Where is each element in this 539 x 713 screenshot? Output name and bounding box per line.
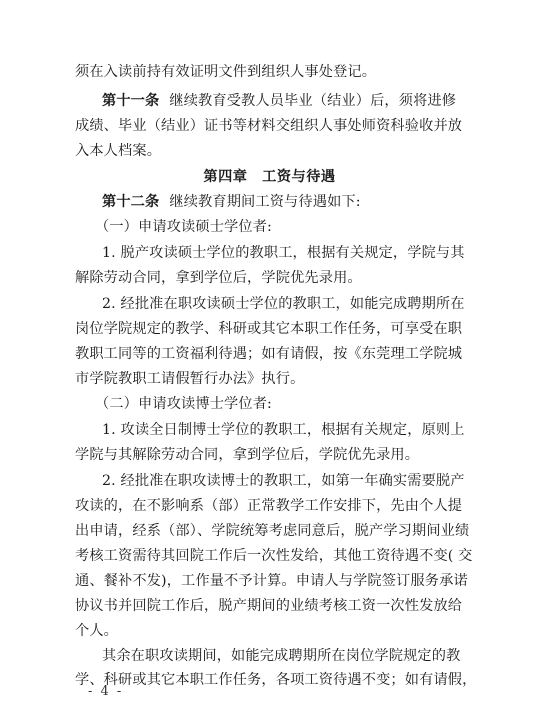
text-line: 出申请，经系（部）、学院统筹考虑同意后，脱产学习期间业绩 (75, 523, 470, 539)
text-line: 协议书并回院工作后，脱产期间的业绩考核工资一次性发放给 (75, 598, 463, 614)
text-line: 考核工资需待其回院工作后一次性发给，其他工资待遇不变( 交 (75, 548, 473, 564)
article-11-title: 第十一条 (102, 93, 160, 109)
text-line: 1. 攻读全日制博士学位的教职工，根据有关规定，原则上 (102, 422, 465, 438)
text-line: 通、餐补不发)，工作量不予计算。申请人与学院签订服务承诺 (75, 573, 468, 589)
page-number: - 4 - (88, 684, 124, 699)
text-line: 其余在职攻读期间，如能完成聘期所在岗位学院规定的教 (102, 648, 461, 664)
text-line: 岗位学院规定的教学、科研或其它本职工作任务，可享受在职 (75, 321, 463, 337)
text-line: 入本人档案。 (75, 143, 162, 159)
text-line: 须在入读前持有效证明文件到组织人事处登记。 (75, 64, 377, 80)
text-line: 2. 经批准在职攻读博士的教职工，如第一年确实需要脱产 (102, 473, 465, 489)
section-heading: （二）申请攻读博士学位者: (95, 396, 272, 412)
article-11-line-1 (102, 91, 502, 111)
text-line: 学、科研或其它本职工作任务，各项工资待遇不变；如有请假， (75, 672, 477, 688)
article-12-title: 第十二条 (102, 194, 160, 210)
text-line: 2. 经批准在职攻读硕士学位的教职工，如能完成聘期所在 (102, 296, 465, 312)
text-line: 个人。 (75, 623, 119, 639)
text-line: 攻读的，在不影响系（部）正常教学工作安排下，先由个人提 (75, 498, 463, 514)
article-12-text: 继续教育期间工资与待遇如下: (169, 194, 361, 210)
text-line: 解除劳动合同，拿到学位后，学院优先录用。 (75, 270, 362, 286)
section-heading: （一）申请攻读硕士学位者: (95, 219, 272, 235)
text-line: 市学院教职工请假暂行办法》执行。 (75, 371, 305, 387)
text-line: 1. 脱产攻读硕士学位的教职工，根据有关规定，学院与其 (102, 245, 465, 261)
article-12-line-1 (102, 192, 502, 212)
chapter-heading: 第四章 工资与待遇 (203, 169, 336, 185)
text-line: 成绩、毕业（结业）证书等材料交组织人事处师资科验收并放 (75, 118, 463, 134)
text-line: 教职工同等的工资福利待遇；如有请假，按《东莞理工学院城 (75, 346, 463, 362)
article-11-text: 继续教育受教人员毕业（结业）后，须将进修 (169, 93, 457, 109)
text-line: 学院与其解除劳动合同，拿到学位后，学院优先录用。 (75, 447, 420, 463)
